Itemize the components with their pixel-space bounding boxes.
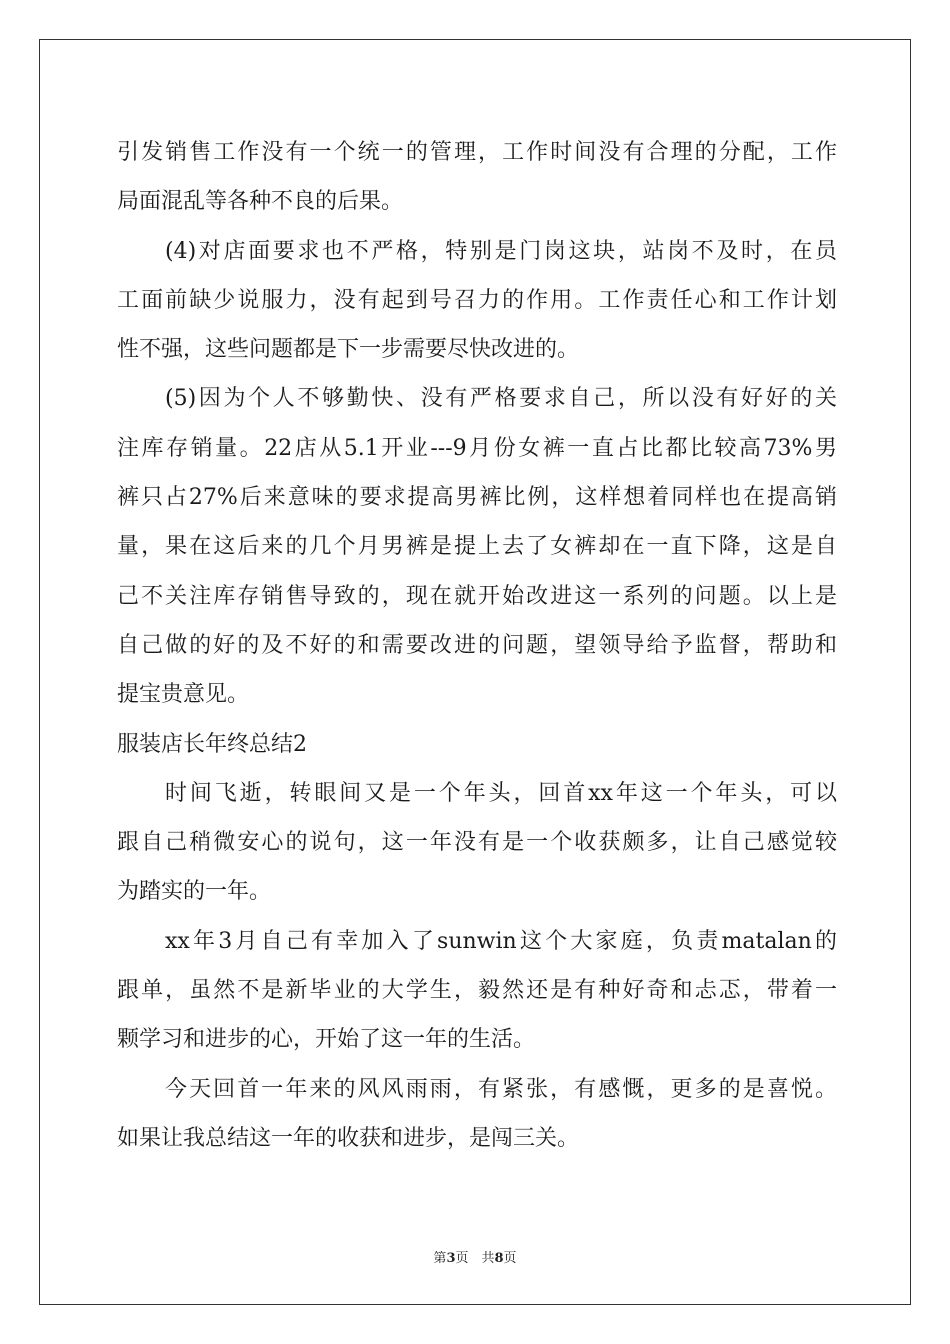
footer-prefix: 第 xyxy=(433,1251,447,1266)
total-pages-number: 8 xyxy=(494,1251,504,1266)
text-line: 局面混乱等各种不良的后果。 xyxy=(117,189,404,215)
paragraph-start-line: 时间飞逝，转眼间又是一个年头，回首xx年这一个年头，可以 xyxy=(165,780,837,806)
text-line: 跟自己稍微安心的说句，这一年没有是一个收获颇多，让自己感觉较 xyxy=(117,830,837,856)
text-line: 裤只占27%后来意味的要求提高男裤比例，这样想着同样也在提高销 xyxy=(117,485,837,511)
paragraph-start-line: (5)因为个人不够勤快、没有严格要求自己，所以没有好好的关 xyxy=(165,386,837,412)
paragraph-start-line: (4)对店面要求也不严格，特别是门岗这块，站岗不及时，在员 xyxy=(165,238,837,264)
paragraph-start-line: 今天回首一年来的风风雨雨，有紧张，有感慨，更多的是喜悦。 xyxy=(165,1076,837,1102)
paragraph-start-line: xx年3月自己有幸加入了sunwin这个大家庭，负责matalan的 xyxy=(165,928,837,954)
footer-mid: 页 共 xyxy=(455,1251,495,1266)
footer-suffix: 页 xyxy=(503,1251,517,1266)
text-line: 为踏实的一年。 xyxy=(117,879,272,905)
text-line: 颗学习和进步的心，开始了这一年的生活。 xyxy=(117,1027,536,1053)
text-line: 自己做的好的及不好的和需要改进的问题，望领导给予监督，帮助和 xyxy=(117,632,837,658)
document-body xyxy=(117,128,837,1163)
text-line: 工面前缺少说服力，没有起到号召力的作用。工作责任心和工作计划 xyxy=(117,287,837,313)
current-page-number: 3 xyxy=(446,1251,456,1266)
text-line: 性不强，这些问题都是下一步需要尽快改进的。 xyxy=(117,337,580,363)
text-line: 己不关注库存销售导致的，现在就开始改进这一系列的问题。以上是 xyxy=(117,583,837,609)
text-line: 量，果在这后来的几个月男裤是提上去了女裤却在一直下降，这是自 xyxy=(117,534,837,560)
text-line: 如果让我总结这一年的收获和进步，是闯三关。 xyxy=(117,1125,580,1151)
page-footer xyxy=(0,1247,950,1266)
section-heading: 服装店长年终总结2 xyxy=(117,731,307,757)
text-line: 提宝贵意见。 xyxy=(117,682,250,708)
text-line: 跟单，虽然不是新毕业的大学生，毅然还是有种好奇和忐忑，带着一 xyxy=(117,978,837,1004)
text-line: 引发销售工作没有一个统一的管理，工作时间没有合理的分配，工作 xyxy=(117,140,837,165)
text-line: 注库存销量。22店从5.1开业---9月份女裤一直占比都比较高73%男 xyxy=(117,435,837,461)
